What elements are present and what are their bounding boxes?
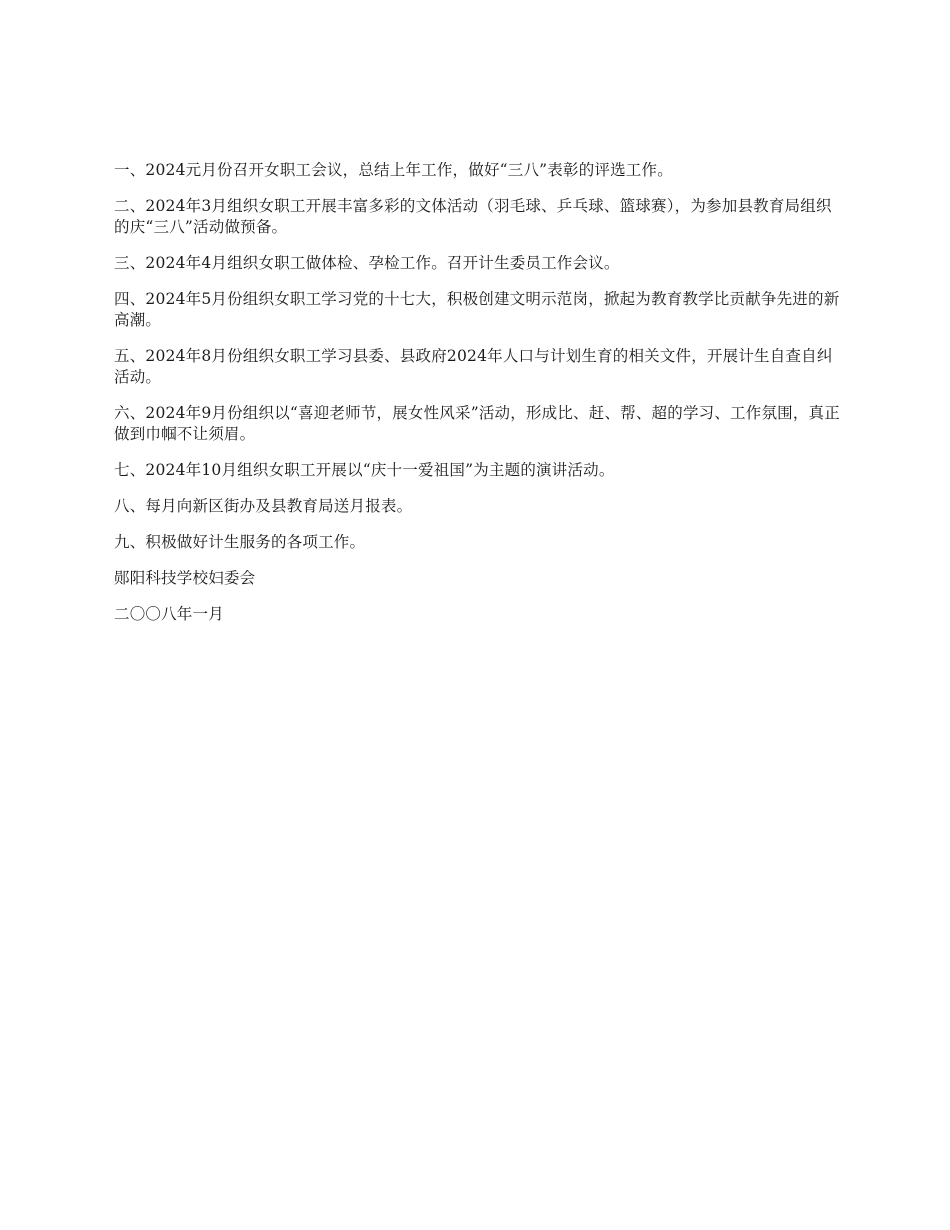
signature-organization: 郧阳科技学校妇委会 — [114, 569, 256, 587]
plan-item-2: 二、2024年3月组织女职工开展丰富多彩的文体活动（羽毛球、乒乓球、篮球赛），为参加县教育局组织的庆“三八”活动做预备。 — [114, 197, 832, 236]
plan-item-3: 三、2024年4月组织女职工做体检、孕检工作。召开计生委员工作会议。 — [114, 254, 620, 272]
plan-list — [114, 160, 840, 553]
plan-item-1: 一、2024元月份召开女职工会议，总结上年工作，做好“三八”表彰的评选工作。 — [114, 161, 673, 179]
signature-date: 二〇〇八年一月 — [114, 605, 224, 623]
plan-item-9: 九、积极做好计生服务的各项工作。 — [114, 533, 366, 551]
plan-item-5: 五、2024年8月份组织女职工学习县委、县政府2024年人口与计划生育的相关文件，开展计生自查自纠活动。 — [114, 347, 833, 386]
plan-item-7: 七、2024年10月组织女职工开展以“庆十一爱祖国”为主题的演讲活动。 — [114, 461, 615, 479]
plan-item-6: 六、2024年9月份组织以“喜迎老师节，展女性风采”活动，形成比、赶、帮、超的学习、工作氛围，真正做到巾帼不让须眉。 — [114, 404, 840, 443]
plan-item-4: 四、2024年5月份组织女职工学习党的十七大，积极创建文明示范岗，掀起为教育教学比贡献争先进的新高潮。 — [114, 290, 840, 329]
plan-item-8: 八、每月向新区街办及县教育局送月报表。 — [114, 497, 413, 515]
